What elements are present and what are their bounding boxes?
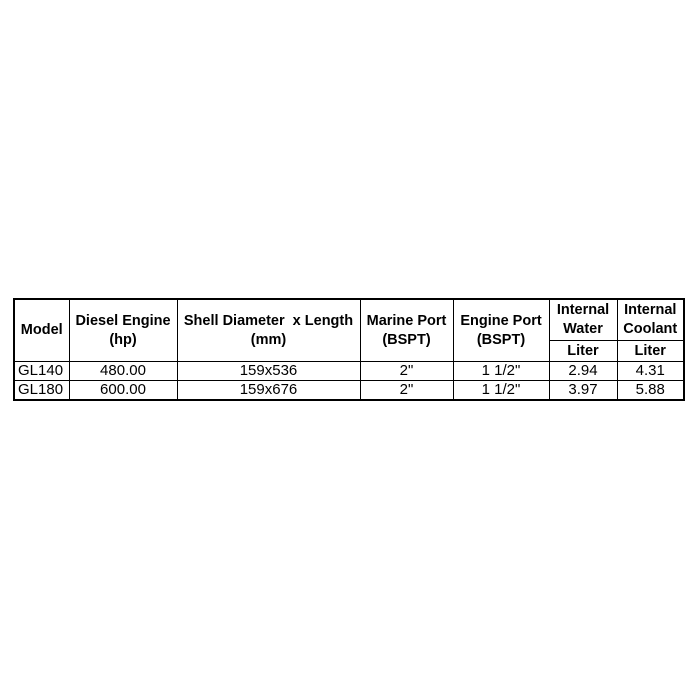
header-model-label: Model xyxy=(20,322,63,338)
header-internal-coolant-line1: Internal xyxy=(624,302,677,318)
header-model xyxy=(14,299,69,362)
header-diesel-engine-line1: Diesel Engine xyxy=(75,312,171,329)
cell-engine-port: 1 1/2" xyxy=(453,381,549,401)
header-engine-port-line2: (BSPT) xyxy=(476,331,526,348)
header-marine-port-line1: Marine Port xyxy=(366,312,447,329)
table-row xyxy=(14,381,684,401)
cell-shell: 159x536 xyxy=(177,362,360,381)
header-internal-coolant-line2: Coolant xyxy=(623,321,678,337)
header-shell-line2: (mm) xyxy=(250,331,287,348)
cell-marine-port: 2" xyxy=(360,362,453,381)
header-engine-port-line1: Engine Port xyxy=(460,312,542,329)
cell-marine-port: 2" xyxy=(360,381,453,401)
cell-model: GL180 xyxy=(14,381,69,401)
cell-shell: 159x676 xyxy=(177,381,360,401)
cell-model: GL140 xyxy=(14,362,69,381)
header-coolant-unit: Liter xyxy=(617,341,684,362)
header-diesel-engine xyxy=(69,299,177,362)
cell-internal-water: 3.97 xyxy=(549,381,617,401)
cell-internal-water: 2.94 xyxy=(549,362,617,381)
header-shell-line1: Shell Diameter x Length xyxy=(183,312,354,329)
header-internal-water-line1: Internal xyxy=(556,302,610,318)
cell-internal-coolant: 5.88 xyxy=(617,381,684,401)
cell-diesel-engine: 600.00 xyxy=(69,381,177,401)
header-diesel-engine-line2: (hp) xyxy=(109,331,137,348)
cell-diesel-engine: 480.00 xyxy=(69,362,177,381)
header-internal-water-line2: Water xyxy=(563,321,603,337)
header-internal-water xyxy=(549,299,617,341)
header-water-unit: Liter xyxy=(549,341,617,362)
header-marine-port-line2: (BSPT) xyxy=(382,331,431,348)
table-row xyxy=(14,362,684,381)
header-shell xyxy=(177,299,360,362)
header-internal-coolant xyxy=(617,299,684,341)
header-engine-port xyxy=(453,299,549,362)
cell-internal-coolant: 4.31 xyxy=(617,362,684,381)
header-marine-port xyxy=(360,299,453,362)
cell-engine-port: 1 1/2" xyxy=(453,362,549,381)
spec-table xyxy=(13,298,685,401)
